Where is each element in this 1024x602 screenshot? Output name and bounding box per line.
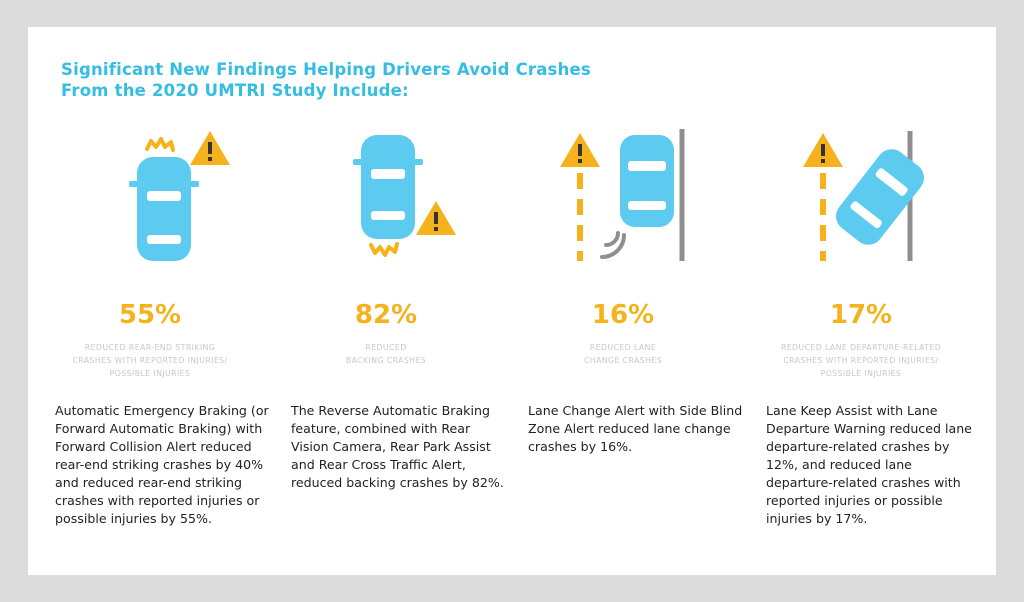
title-line-1: Significant New Findings Helping Drivers Avoid Crashes [61,60,591,79]
caption-line: CRASHES WITH REPORTED INJURIES/ [72,356,228,365]
caption-line: CRASHES WITH REPORTED INJURIES/ [783,356,939,365]
infographic-card [28,27,996,575]
percent-value: 16% [591,300,655,330]
percent-value: 17% [829,300,893,330]
car-rear-end-crash-icon [115,127,235,267]
finding-description: Lane Keep Assist with Lane Departure Warning reduced lane departure-related crashes by 12%, and reduced lane departure-related crashes with reported injuries or possible injuries by 17%. [766,403,972,526]
caption-line: CHANGE CRASHES [583,356,663,365]
percent-caption [766,341,956,380]
infographic-title [61,59,591,101]
percent-caption [528,341,718,367]
finding-description: Lane Change Alert with Side Blind Zone Alert reduced lane change crashes by 16%. [528,403,743,454]
caption-line: BACKING CRASHES [345,356,427,365]
caption-line: REDUCED REAR-END STRIKING [84,343,216,352]
percent-caption [55,341,245,380]
caption-line: POSSIBLE INJURIES [820,369,902,378]
percent-value: 55% [118,300,182,330]
car-lane-departure-icon [796,127,946,267]
caption-line: REDUCED LANE [589,343,657,352]
car-lane-change-icon [548,127,698,267]
caption-line: REDUCED [365,343,407,352]
caption-line: REDUCED LANE DEPARTURE-RELATED [780,343,942,352]
car-backing-crash-icon [321,127,461,267]
percent-caption [291,341,481,367]
title-line-2: From the 2020 UMTRI Study Include: [61,81,409,100]
finding-description: The Reverse Automatic Braking feature, combined with Rear Vision Camera, Rear Park Assist and Rear Cross Traffic Alert, reduced backing crashes by 82%. [291,403,504,490]
percent-value: 82% [354,300,418,330]
finding-description: Automatic Emergency Braking (or Forward Automatic Braking) with Forward Collision Alert reduced rear-end striking crashes by 40% and reduced rear-end striking crashes with reported injuries or possible injuries by 55%. [55,403,269,526]
caption-line: POSSIBLE INJURIES [109,369,191,378]
